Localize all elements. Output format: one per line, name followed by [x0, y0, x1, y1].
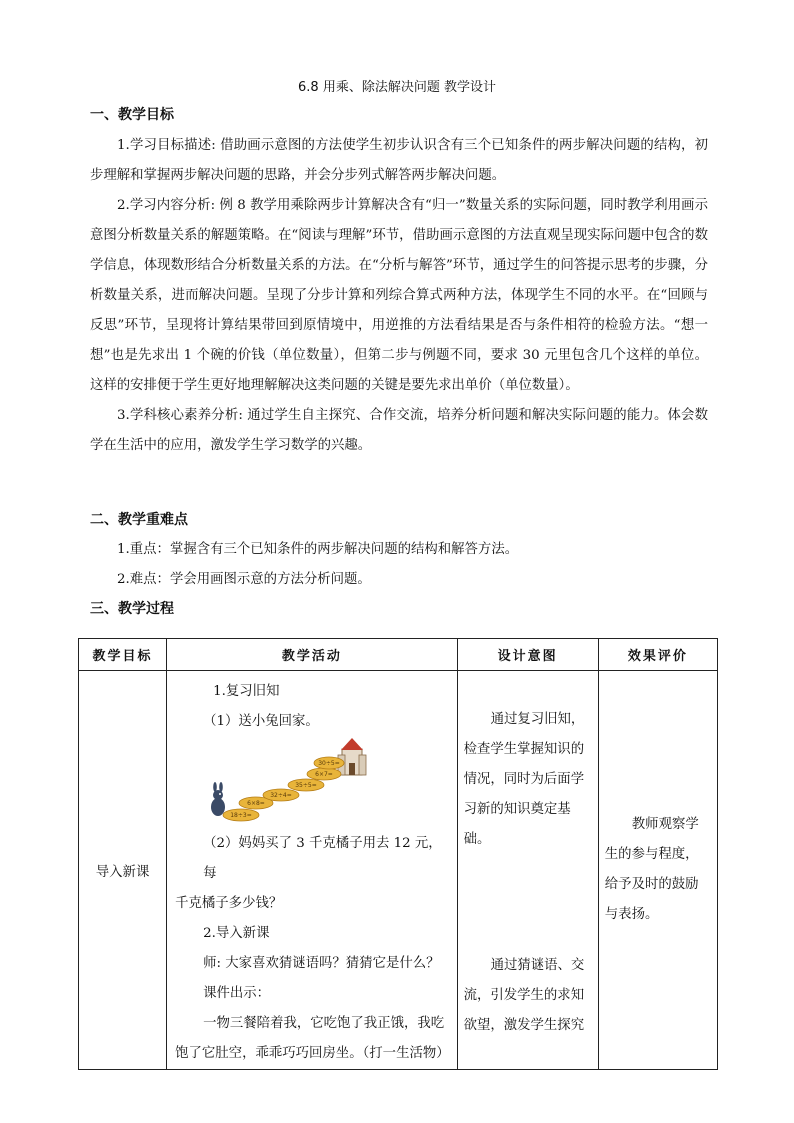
- activity-line: 师: 大家喜欢猜谜语吗？猜猜它是什么？: [203, 956, 440, 971]
- rabbit-icon: [211, 782, 225, 816]
- section-heading-process: 三、教学过程: [90, 601, 174, 617]
- table-row: [79, 671, 718, 1070]
- activity-line: 饱了它肚空，乖乖巧巧回房坐。（打一生活物）: [175, 1046, 450, 1061]
- stone-1: [223, 809, 259, 821]
- intent-cell: [457, 671, 598, 1070]
- activity-line: 2.导入新课: [203, 926, 270, 941]
- stone-label: 32÷4=: [270, 792, 292, 799]
- process-table: [78, 638, 718, 1070]
- key-point: 1.重点：掌握含有三个已知条件的两步解决问题的结构和解答方法。: [117, 542, 519, 557]
- intent-text: 通过猜谜语、交流，引发学生的求知欲望，激发学生探究: [463, 958, 585, 1033]
- objective-2: 2.学习内容分析: 例 8 教学用乘除两步计算解决含有“归一”数量关系的实际问题，同时教学利用画示意图分析数量关系的解题策略。在“阅读与理解”环节，借助画示意图的方法直观呈现实际问题中包含的数学信息，体现数形结合分析数量关系的方法。在“分析与解答”环节，通过学生的问答提示思考的步骤，分析数量关系，进而解决问题。呈现了分步计算和列综合算式两种方法，体现学生不同的水平。在“回顾与反思”环节，呈现将计算结果带回到原情境中，用逆推的方法看结果是否与条件相符的检验方法。“想一想”也是先求出 1 个碗的价钱（单位数量），但第二步与例题不同，要求 30 元里包含几个这样的单位。这样的安排便于学生更好地理解解决这类问题的关键是要先求出单价（单位数量）。: [90, 198, 708, 393]
- header-evaluation: 效果评价: [598, 639, 717, 671]
- objective-1: 1.学习目标描述: 借助画示意图的方法使学生初步认识含有三个已知条件的两步解决问题的结构，初步理解和掌握两步解决问题的思路，并会分步列式解答两步解决问题。: [90, 138, 708, 183]
- key-points-body: [90, 535, 708, 595]
- stone-5: [307, 768, 341, 780]
- intent-text: 通过复习旧知，检查学生掌握知识的情况，同时为后面学习新的知识奠定基础。: [463, 712, 585, 847]
- stepping-stones-illustration: [205, 737, 455, 829]
- stone-label: 30÷5=: [318, 760, 340, 767]
- activity-line: 1.复习旧知: [213, 684, 280, 699]
- stone-6: [314, 757, 344, 769]
- stone-label: 6×8=: [247, 800, 265, 807]
- activity-line: 一物三餐陪着我，它吃饱了我正饿，我吃: [203, 1016, 445, 1031]
- document-title: 6.8 用乘、除法解决问题 教学设计: [298, 80, 496, 95]
- stone-label: 6×7=: [315, 771, 333, 778]
- section-heading-key-points: 二、教学重难点: [90, 512, 188, 528]
- castle-icon: [338, 738, 366, 775]
- activity-line: （2）妈妈买了 3 千克橘子用去 12 元，每: [203, 836, 442, 881]
- header-goal: 教学目标: [79, 639, 167, 671]
- table-header-row: [79, 639, 718, 671]
- activity-cell: [167, 671, 457, 1070]
- rabbit-home-picture: [205, 737, 450, 829]
- header-activity: 教学活动: [167, 639, 457, 671]
- activity-line: 千克橘子多少钱？: [175, 896, 283, 911]
- evaluation-cell: [598, 671, 717, 1070]
- goal-cell: 导入新课: [79, 671, 167, 1070]
- header-intent: 设计意图: [457, 639, 598, 671]
- stone-label: 35÷5=: [295, 782, 317, 789]
- section-heading-objectives: 一、教学目标: [90, 107, 174, 123]
- stone-3: [263, 789, 299, 801]
- stone-4: [288, 779, 324, 791]
- activity-line: （1）送小兔回家。: [203, 714, 319, 729]
- difficult-point: 2.难点：学会用画图示意的方法分析问题。: [117, 572, 371, 587]
- objectives-body: [90, 131, 708, 461]
- activity-line: 课件出示：: [203, 986, 271, 1001]
- evaluation-text: 教师观察学生的参与程度，给予及时的鼓励与表扬。: [604, 817, 699, 922]
- stone-label: 18÷3=: [230, 812, 252, 819]
- objective-3: 3.学科核心素养分析: 通过学生自主探究、合作交流，培养分析问题和解决实际问题的能力。体会数学在生活中的应用，激发学生学习数学的兴趣。: [90, 408, 708, 453]
